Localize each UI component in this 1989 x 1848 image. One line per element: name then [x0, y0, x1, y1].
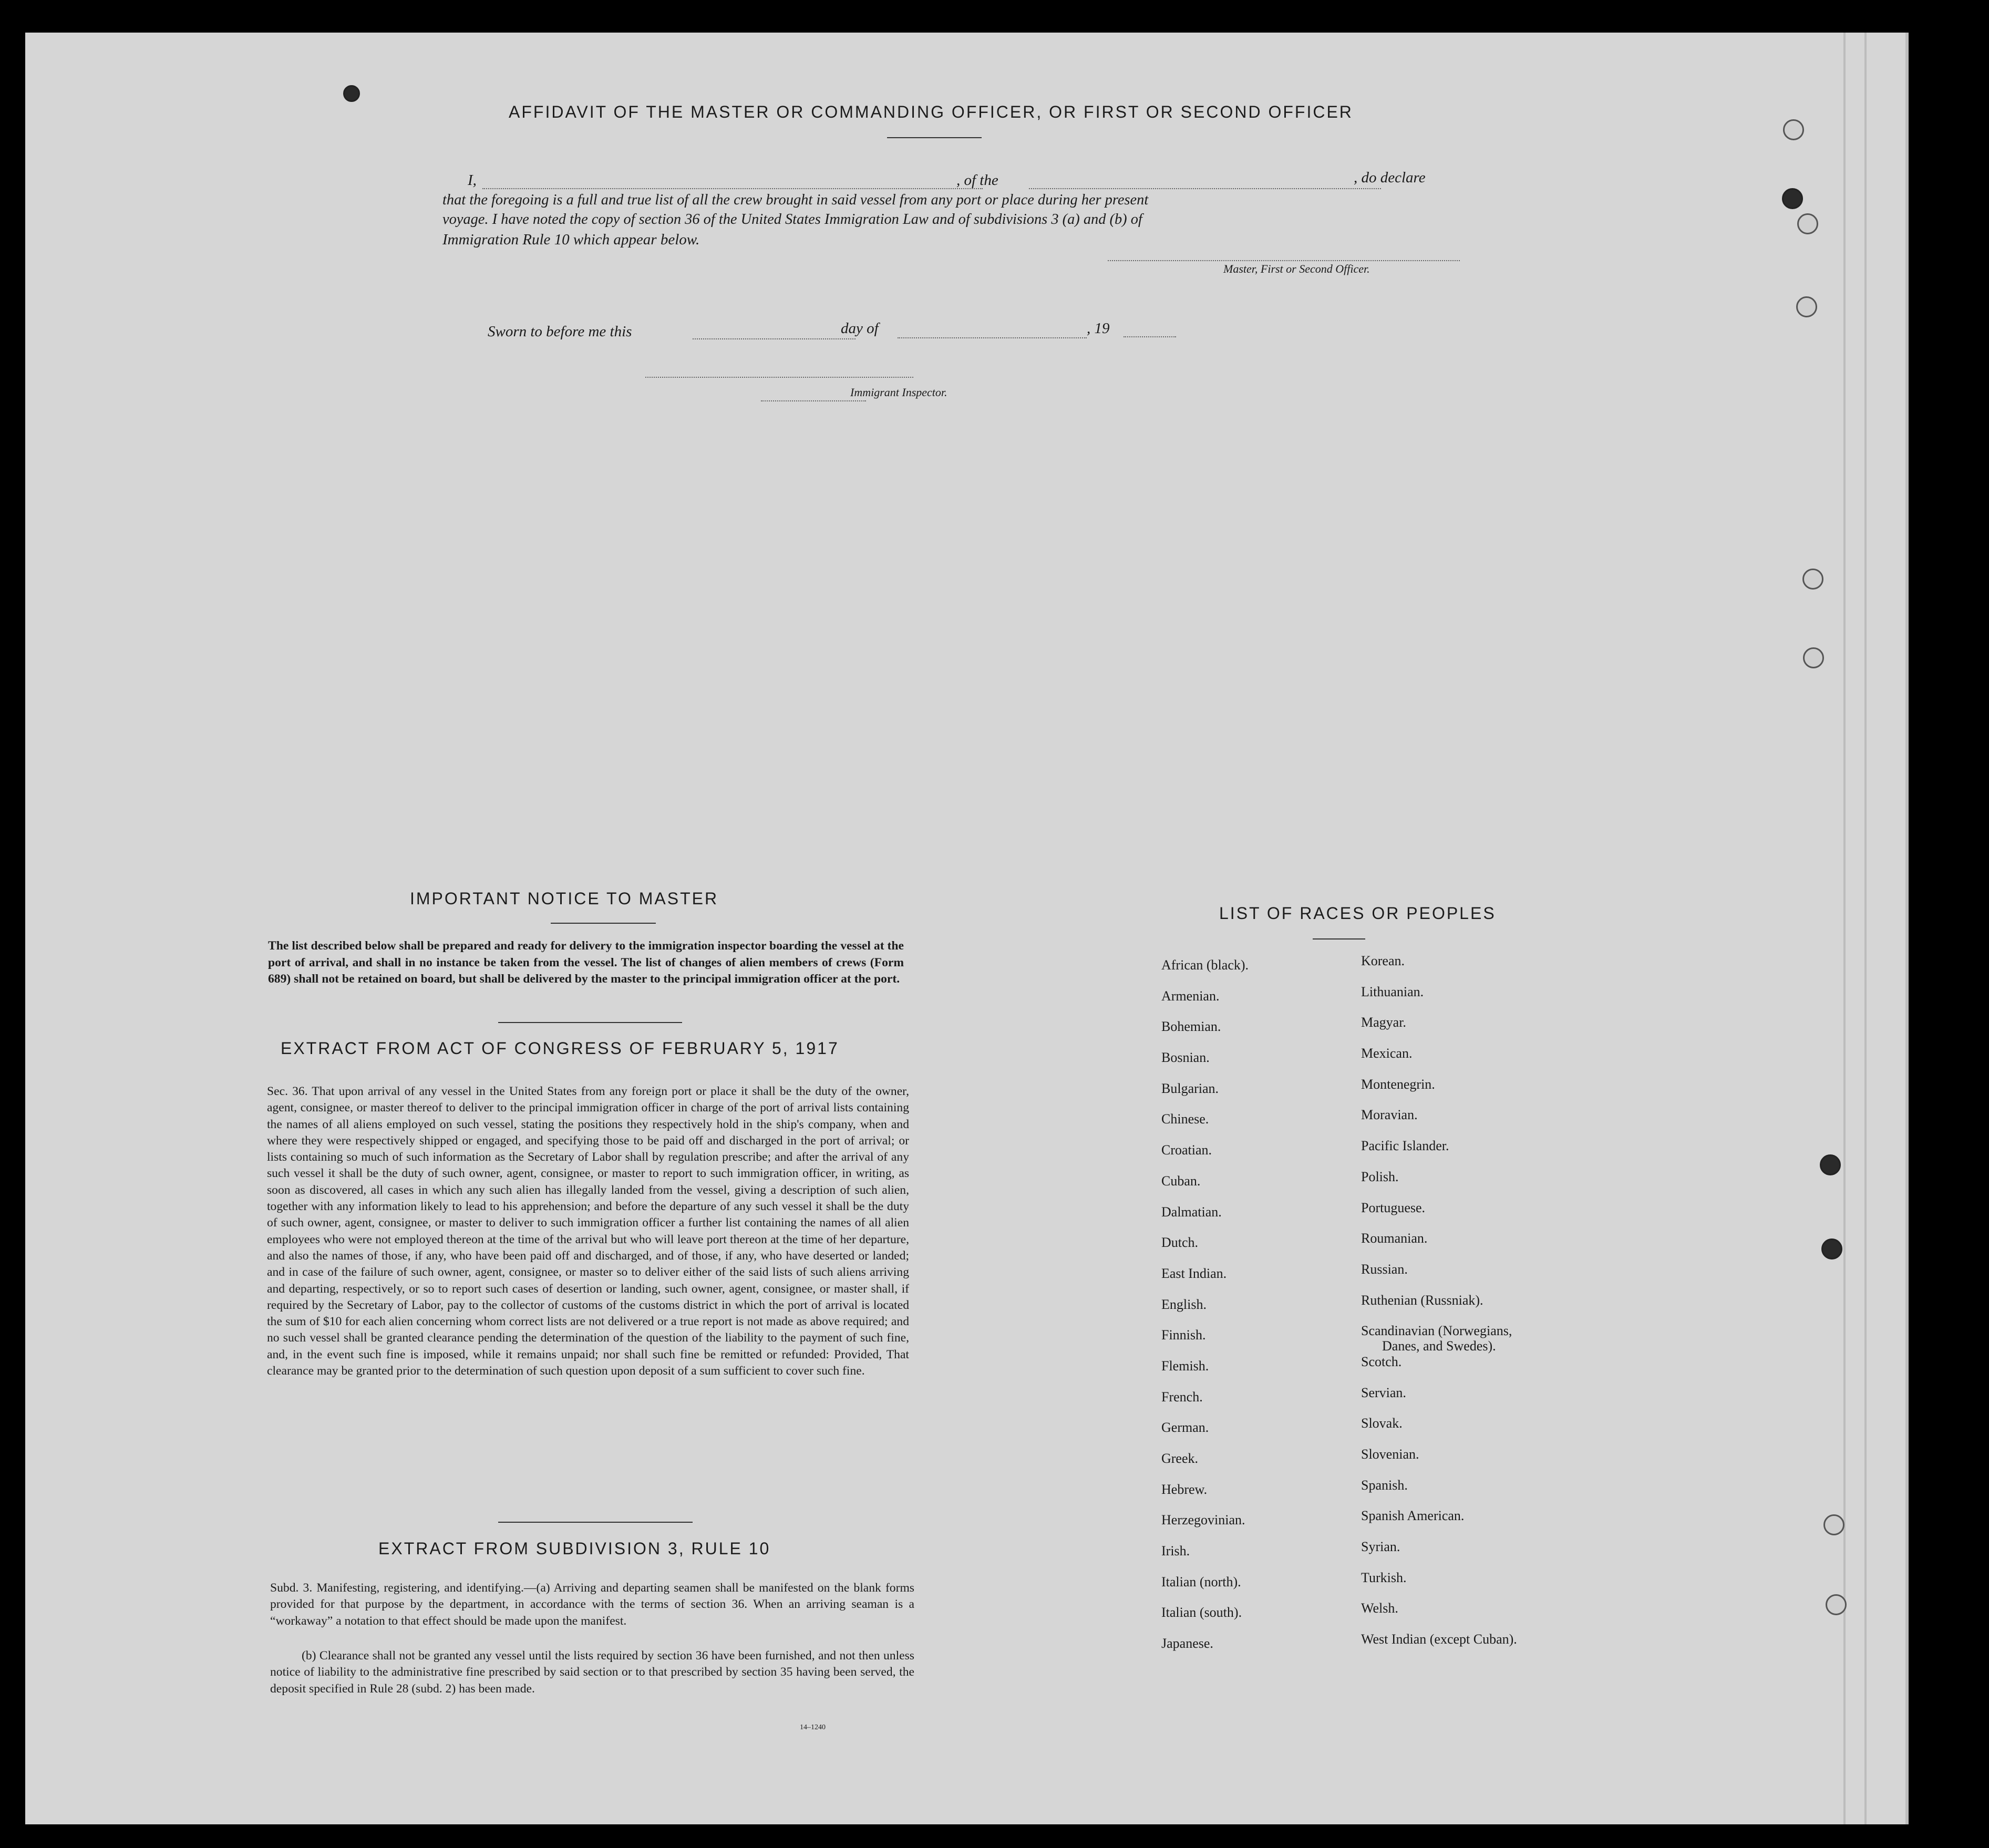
underlying-sheet-edge	[1864, 33, 1867, 1824]
day-of-text: day of	[841, 320, 879, 337]
race-item: Roumanian.	[1361, 1231, 1428, 1246]
sworn-text: Sworn to before me this	[488, 323, 632, 340]
inspector-signature-label: Immigrant Inspector.	[850, 386, 947, 399]
race-item: Bulgarian.	[1161, 1080, 1219, 1096]
binder-hole	[1797, 213, 1818, 234]
race-item: Magyar.	[1361, 1015, 1406, 1030]
race-item: German.	[1161, 1420, 1209, 1436]
race-item: Cuban.	[1161, 1173, 1201, 1189]
race-item: Armenian.	[1161, 988, 1220, 1004]
punch-mark	[343, 85, 360, 102]
race-item: Polish.	[1361, 1169, 1399, 1184]
race-item: French.	[1161, 1389, 1203, 1405]
inspector-signature-line[interactable]	[645, 377, 913, 378]
affidavit-line-2: that the foregoing is a full and true list of all the crew brought in said vessel from any port or place during her present	[442, 192, 1149, 208]
race-item: Herzegovinian.	[1161, 1512, 1245, 1528]
race-item: Turkish.	[1361, 1570, 1407, 1585]
affidavit-line-3: voyage. I have noted the copy of section 36 of the United States Immigration Law and of subdivisions 3 (a) and (b) of	[442, 211, 1142, 228]
name-blank-line[interactable]	[482, 188, 983, 189]
rule-body-b: (b) Clearance shall not be granted any vessel until the lists required by section 36 have been furnished, and not then unless notice of liability to the administrative fine prescribed by said section or to that prescribed by section 35 having been served, the deposit specified in Rule 28 (subd. 2) has been made.	[270, 1649, 914, 1696]
form-code: 14–1240	[800, 1723, 826, 1731]
races-left-column	[1161, 957, 1249, 1667]
inspector-signature-line-2	[761, 400, 866, 401]
race-item: Scandinavian (Norwegians,	[1361, 1323, 1512, 1339]
vessel-blank-line[interactable]	[1029, 188, 1381, 189]
race-item: Flemish.	[1161, 1358, 1209, 1374]
races-right-column	[1361, 953, 1517, 1663]
race-item: Irish.	[1161, 1543, 1190, 1559]
binder-hole	[1803, 647, 1824, 668]
race-item: Slovenian.	[1361, 1447, 1419, 1462]
rule-title: EXTRACT FROM SUBDIVISION 3, RULE 10	[378, 1539, 771, 1558]
underlying-sheet-edge	[1843, 33, 1846, 1824]
race-item: Spanish.	[1361, 1477, 1408, 1493]
race-item: Pacific Islander.	[1361, 1138, 1449, 1154]
affidavit-line-4: Immigration Rule 10 which appear below.	[442, 231, 700, 248]
divider	[887, 137, 982, 138]
race-item: Russian.	[1361, 1261, 1408, 1277]
race-item: Chinese.	[1161, 1111, 1209, 1127]
notice-title: IMPORTANT NOTICE TO MASTER	[410, 889, 719, 908]
act-body: Sec. 36. That upon arrival of any vessel in the United States from any foreign port or place it shall be the duty of the owner, agent, consignee, or master thereof to deliver to the principal immigration officer in charge of the port of arrival lists containing the names of all aliens employed on such vessel, stating the positions they respectively hold in the ship's company, when and where they were respectively shipped or engaged, and specifying those to be paid off and discharged in the port of arrival; or lists containing so much of such information as the Secretary of Labor shall by regulation prescribe; and after the arrival of any such vessel it shall be the duty of such owner, agent, consignee, or master to report to such immigration officer, in writing, as soon as discovered, all cases in which any such alien has illegally landed from the vessel, giving a description of such alien, together with any information likely to lead to his apprehension; and before the departure of any such vessel it shall be the duty of such owner, agent, consignee, or master to deliver to such immigration officer a further list containing the names of all alien employees who were not employed thereon at the time of the arrival but who will leave port thereon at the time of her departure, and also the names of those, if any, who have been paid off and discharged, and of those, if any, who have deserted or landed; and in case of the failure of such owner, agent, consignee, or master so to deliver either of the said lists of such aliens arriving and departing, respectively, or so to report such cases of desertion or landing, such owner, agent, consignee, or master shall, if required by the Secretary of Labor, pay to the collector of customs of the customs district in which the port of arrival is located the sum of $10 for each alien concerning whom correct lists are not delivered or a true report is not made as above required; and no such vessel shall be granted clearance pending the determination of the question of the liability to the payment of such fine, and, in the event such fine is imposed, while it remains unpaid; nor shall such fine be remitted or refunded: Provided, That clearance may be granted prior to the determination of such question upon deposit of a sum sufficient to cover such fine.	[267, 1085, 909, 1378]
affidavit-do-declare: , do declare	[1354, 169, 1426, 186]
binder-hole	[1823, 1514, 1844, 1535]
race-item: Lithuanian.	[1361, 984, 1424, 999]
divider	[498, 1022, 682, 1023]
divider	[1313, 938, 1365, 940]
act-title: EXTRACT FROM ACT OF CONGRESS OF FEBRUARY 5, 1917	[281, 1039, 839, 1058]
race-item: Finnish.	[1161, 1327, 1206, 1343]
year-blank-line[interactable]	[1124, 336, 1176, 337]
affidavit-title: AFFIDAVIT OF THE MASTER OR COMMANDING OFFICER, OR FIRST OR SECOND OFFICER	[509, 102, 1353, 121]
race-item: Danes, and Swedes).	[1382, 1338, 1496, 1354]
race-item: East Indian.	[1161, 1265, 1227, 1281]
document-page	[25, 33, 1909, 1824]
race-item: Montenegrin.	[1361, 1076, 1435, 1092]
race-item: Bohemian.	[1161, 1019, 1221, 1035]
race-item: Mexican.	[1361, 1046, 1413, 1061]
race-item: Spanish American.	[1361, 1508, 1465, 1524]
race-item: English.	[1161, 1296, 1207, 1312]
binder-hole	[1802, 569, 1823, 590]
race-item: Ruthenian (Russniak).	[1361, 1292, 1483, 1308]
race-item: Greek.	[1161, 1451, 1199, 1466]
month-blank-line[interactable]	[898, 337, 1087, 338]
affidavit-of-the: , of the	[956, 172, 998, 189]
binder-hole	[1782, 188, 1803, 209]
race-item: Bosnian.	[1161, 1050, 1210, 1066]
rule-body-a: Subd. 3. Manifesting, registering, and identifying.—(a) Arriving and departing seamen shall be manifested on the blank forms provided for that purpose by the department, in accordance with the terms of section 36. When an arriving seaman is a “workaway” a notation to that effect should be made upon the manifest.	[270, 1581, 914, 1628]
race-item: Korean.	[1361, 953, 1405, 968]
race-item: African (black).	[1161, 957, 1249, 973]
race-item: Italian (north).	[1161, 1574, 1241, 1589]
notice-body: The list described below shall be prepared and ready for delivery to the immigration inspector boarding the vessel at the port of arrival, and shall in no instance be taken from the vessel. The list of changes of alien members of crews (Form 689) shall not be retained on board, but shall be delivered by the master to the principal immigration officer at the port.	[268, 939, 904, 986]
race-item: Japanese.	[1161, 1636, 1213, 1651]
divider	[551, 923, 656, 924]
race-item: Portuguese.	[1361, 1200, 1426, 1215]
binder-hole	[1821, 1238, 1842, 1259]
race-item: Slovak.	[1361, 1416, 1403, 1431]
race-item: Scotch.	[1361, 1354, 1402, 1369]
race-item: West Indian (except Cuban).	[1361, 1632, 1517, 1647]
binder-hole	[1826, 1594, 1847, 1615]
master-signature-label: Master, First or Second Officer.	[1223, 262, 1370, 275]
day-blank-line[interactable]	[693, 338, 856, 339]
race-item: Welsh.	[1361, 1601, 1398, 1616]
race-item: Syrian.	[1361, 1539, 1400, 1555]
races-title: LIST OF RACES OR PEOPLES	[1219, 904, 1496, 923]
binder-hole	[1783, 119, 1804, 140]
binder-hole	[1820, 1154, 1841, 1175]
race-item: Dalmatian.	[1161, 1204, 1222, 1220]
race-item: Hebrew.	[1161, 1481, 1208, 1497]
year-text: , 19	[1087, 320, 1110, 337]
divider	[498, 1522, 693, 1523]
race-item: Moravian.	[1361, 1107, 1418, 1123]
affidavit-i: I,	[468, 172, 477, 189]
race-item: Italian (south).	[1161, 1605, 1242, 1620]
binder-hole	[1796, 296, 1817, 317]
race-item: Servian.	[1361, 1385, 1406, 1400]
race-item: Croatian.	[1161, 1142, 1212, 1158]
race-item: Dutch.	[1161, 1235, 1199, 1251]
master-signature-line[interactable]	[1108, 260, 1460, 261]
